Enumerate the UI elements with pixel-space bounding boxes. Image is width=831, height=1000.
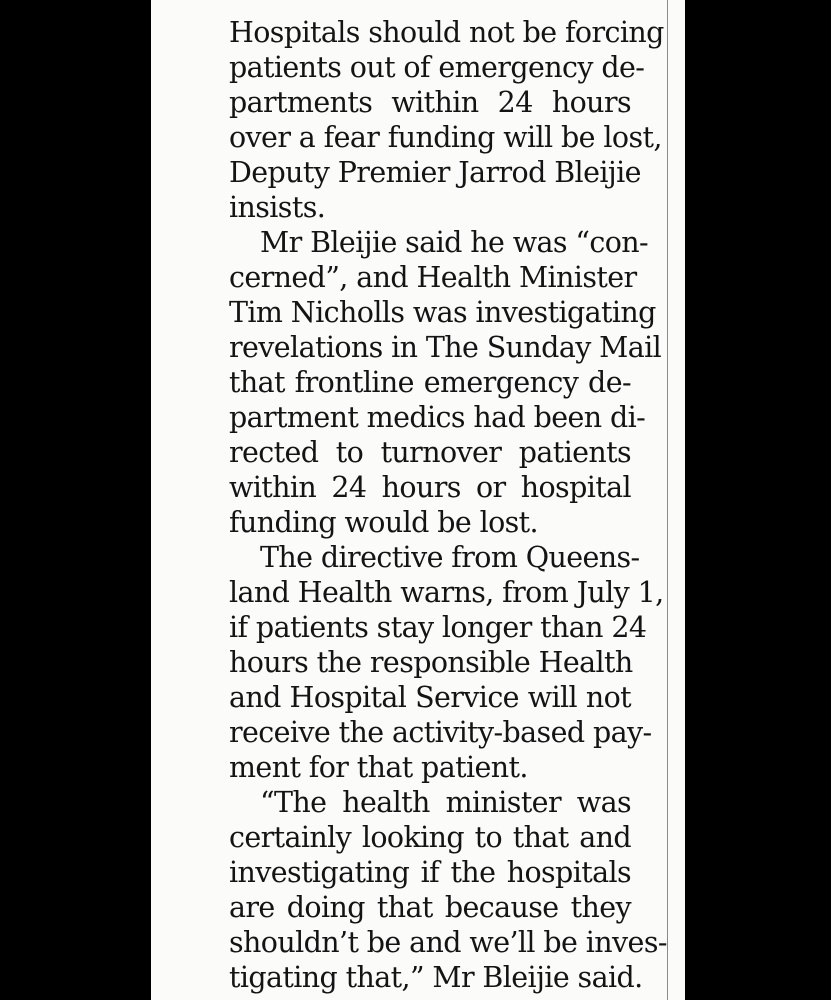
right-black-margin <box>685 0 831 1000</box>
paragraph-4 <box>229 785 667 995</box>
left-black-margin <box>0 0 151 1000</box>
text-line: funding would be lost. <box>229 506 538 539</box>
text-line: hours the responsible Health <box>229 646 633 679</box>
text-line: Deputy Premier Jarrod Bleijie <box>229 156 641 189</box>
text-line: revelations in The Sunday Mail <box>229 331 662 364</box>
text-line: certainly looking to that and <box>229 821 631 854</box>
text-line: partments within 24 hours <box>229 86 631 119</box>
text-line: patients out of emergency de- <box>229 51 645 84</box>
text-line: receive the activity-based pay- <box>229 716 652 749</box>
text-line: and Hospital Service will not <box>229 681 631 714</box>
text-line: partment medics had been di- <box>229 401 646 434</box>
text-line: Tim Nicholls was investigating <box>229 296 656 329</box>
text-line: tigating that,” Mr Bleijie said. <box>229 961 643 994</box>
paragraph-1 <box>229 15 664 225</box>
text-line: cerned”, and Health Minister <box>229 261 637 294</box>
text-line: “The health minister was <box>260 786 631 819</box>
text-line: are doing that because they <box>229 891 631 924</box>
text-line: over a fear funding will be lost, <box>229 121 662 154</box>
text-line: The directive from Queens- <box>260 541 640 574</box>
text-line: investigating if the hospitals <box>229 856 631 889</box>
text-line: within 24 hours or hospital <box>229 471 631 504</box>
paragraph-3 <box>229 540 664 785</box>
text-line: ment for that patient. <box>229 751 528 784</box>
text-line: shouldn’t be and we’ll be inves- <box>229 926 667 959</box>
text-line: land Health warns, from July 1, <box>229 576 664 609</box>
text-line: if patients stay longer than 24 <box>229 611 647 644</box>
text-line: insists. <box>229 191 326 224</box>
text-line: that frontline emergency de- <box>229 366 631 399</box>
text-line: Mr Bleijie said he was “con- <box>260 226 649 259</box>
column-divider-rule <box>667 0 668 1000</box>
text-line: Hospitals should not be forcing <box>229 16 664 49</box>
text-line: rected to turnover patients <box>229 436 631 469</box>
paragraph-2 <box>229 225 662 540</box>
article-body <box>229 15 667 995</box>
